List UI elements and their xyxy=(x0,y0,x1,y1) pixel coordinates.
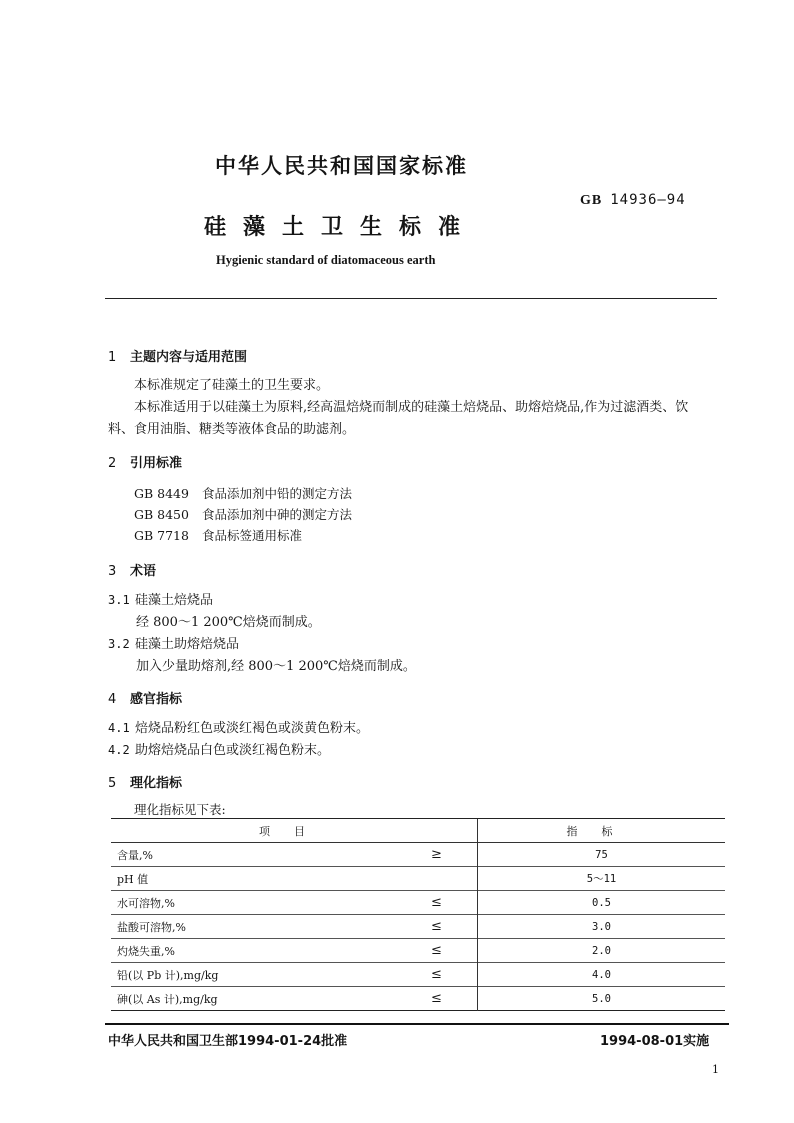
standard-code xyxy=(580,192,686,209)
reference-name: 食品添加剂中铅的测定方法 xyxy=(202,486,353,501)
approval-line: 中华人民共和国卫生部1994-01-24批准 xyxy=(108,1034,348,1049)
row-value: 2.0 xyxy=(478,939,726,963)
section-5-number: 5 xyxy=(108,776,117,791)
row-value: 0.5 xyxy=(478,891,726,915)
table-header-row xyxy=(111,819,725,843)
document-subtitle-english: Hygienic standard of diatomaceous earth xyxy=(216,253,436,267)
reference-name: 食品标签通用标准 xyxy=(202,528,303,543)
column-header-item: 项目 xyxy=(111,819,478,843)
page-number: 1 xyxy=(712,1063,719,1076)
implementation-date: 1994-08-01实施 xyxy=(600,1034,710,1049)
row-item: 盐酸可溶物,% xyxy=(117,920,186,934)
section-2-number: 2 xyxy=(108,456,117,471)
reference-item xyxy=(134,484,352,502)
row-operator: ≤ xyxy=(431,943,442,958)
column-header-value: 指标 xyxy=(478,819,726,843)
row-item: pH 值 xyxy=(117,872,149,886)
reference-item xyxy=(134,526,302,544)
table-row xyxy=(111,843,725,867)
section-5-heading xyxy=(108,772,182,791)
row-operator: ≤ xyxy=(431,967,442,982)
row-value: 75 xyxy=(478,843,726,867)
section-5-intro: 理化指标见下表: xyxy=(134,802,226,817)
section-4-title: 感官指标 xyxy=(130,692,183,707)
table-row xyxy=(111,915,725,939)
clause-3-2-text: 加入少量助熔剂,经 800～1 200℃焙烧而制成。 xyxy=(136,659,416,674)
section-1-paragraph-1: 本标准规定了硅藻土的卫生要求。 xyxy=(134,378,330,393)
row-item: 含量,% xyxy=(117,848,153,862)
row-operator: ≥ xyxy=(431,847,442,862)
clause-3-1 xyxy=(108,589,213,608)
table-row xyxy=(111,939,725,963)
clause-4-2-number: 4.2 xyxy=(108,743,130,757)
section-5-title: 理化指标 xyxy=(130,776,183,791)
section-1-paragraph-2-line-2: 料、食用油脂、糖类等液体食品的助滤剂。 xyxy=(108,422,356,437)
reference-code: GB 8450 xyxy=(134,507,189,522)
section-2-heading xyxy=(108,452,182,471)
row-value: 5.0 xyxy=(478,987,726,1011)
row-operator: ≤ xyxy=(431,991,442,1006)
section-1-paragraph-2-line-1: 本标准适用于以硅藻土为原料,经高温焙烧而制成的硅藻土焙烧品、助熔焙烧品,作为过滤酒类、饮 xyxy=(134,400,689,415)
row-item: 铅(以 Pb 计),mg/kg xyxy=(117,968,219,982)
row-item: 砷(以 As 计),mg/kg xyxy=(117,992,218,1006)
reference-item xyxy=(134,505,352,523)
table-row xyxy=(111,963,725,987)
document-title: 硅藻土卫生标准 xyxy=(204,215,478,240)
section-1-heading xyxy=(108,346,247,365)
clause-4-2 xyxy=(108,739,330,758)
section-3-title: 术语 xyxy=(130,564,157,579)
row-operator xyxy=(425,867,478,891)
footer-divider xyxy=(105,1023,729,1025)
clause-4-1-number: 4.1 xyxy=(108,721,130,735)
reference-code: GB 7718 xyxy=(134,528,189,543)
section-3-heading xyxy=(108,560,156,579)
table-row xyxy=(111,867,725,891)
row-value: 5～11 xyxy=(478,867,726,891)
section-3-number: 3 xyxy=(108,564,117,579)
hygiene-index-table xyxy=(111,818,725,1011)
row-operator: ≤ xyxy=(431,895,442,910)
section-4-heading xyxy=(108,688,182,707)
standard-code-number: 14936—94 xyxy=(610,192,686,208)
clause-3-1-text: 经 800～1 200℃焙烧而制成。 xyxy=(136,615,321,630)
section-4-number: 4 xyxy=(108,692,117,707)
clause-3-2-title: 硅藻土助熔焙烧品 xyxy=(135,637,240,652)
national-standard-heading: 中华人民共和国国家标准 xyxy=(215,154,468,178)
standard-code-prefix: GB xyxy=(580,193,603,208)
clause-3-2-number: 3.2 xyxy=(108,637,130,651)
row-item: 灼烧失重,% xyxy=(117,944,175,958)
clause-4-1-text: 焙烧品粉红色或淡红褐色或淡黄色粉末。 xyxy=(135,721,370,736)
row-value: 3.0 xyxy=(478,915,726,939)
reference-name: 食品添加剂中砷的测定方法 xyxy=(202,507,353,522)
row-item: 水可溶物,% xyxy=(117,896,175,910)
header-divider xyxy=(105,298,717,299)
row-value: 4.0 xyxy=(478,963,726,987)
section-1-title: 主题内容与适用范围 xyxy=(130,350,248,365)
table-row xyxy=(111,987,725,1011)
row-operator: ≤ xyxy=(431,919,442,934)
section-2-title: 引用标准 xyxy=(130,456,183,471)
clause-3-1-title: 硅藻土焙烧品 xyxy=(135,593,214,608)
section-1-number: 1 xyxy=(108,350,117,365)
clause-3-1-number: 3.1 xyxy=(108,593,130,607)
clause-3-2 xyxy=(108,633,239,652)
clause-4-2-text: 助熔焙烧品白色或淡红褐色粉末。 xyxy=(135,743,331,758)
reference-code: GB 8449 xyxy=(134,486,189,501)
table-row xyxy=(111,891,725,915)
clause-4-1 xyxy=(108,717,369,736)
